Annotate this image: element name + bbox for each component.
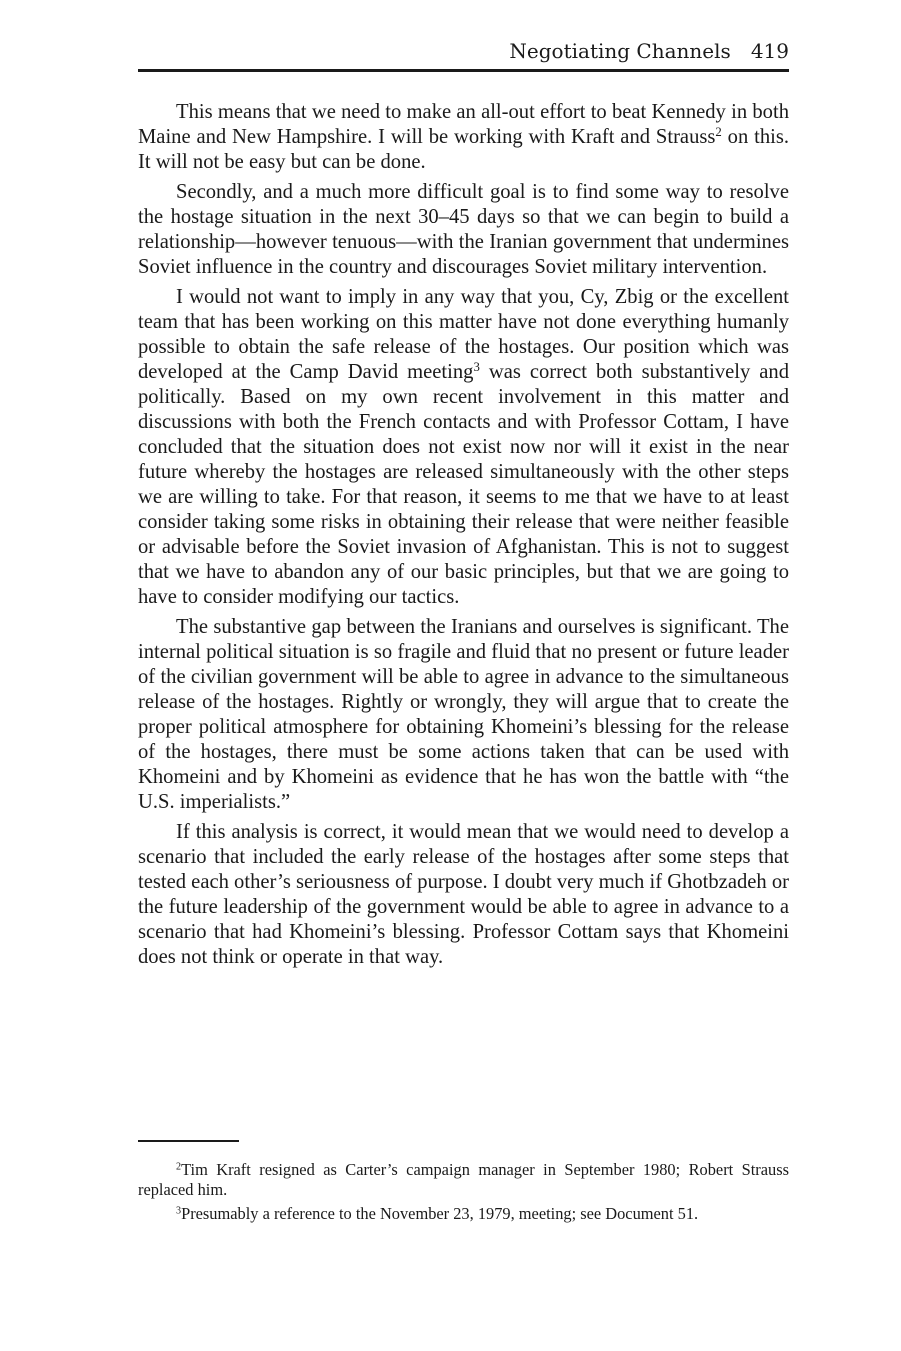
body-text [138, 100, 789, 975]
paragraph-4: The substantive gap between the Iranians and ourselves is significant. The internal political situation is so fragile and fluid that no present or future leader of the civilian government will be able to agree in advance to the simultaneous release of the hostages. Rightly or wrongly, they will argue that to create the proper political atmosphere for obtaining Khomeini’s blessing for the release of the hostages, there must be some actions taken that can be used with Khomeini and by Khomeini as evidence that he has won the battle with “the U.S. imperialists.” [138, 616, 789, 813]
paragraph-3 [138, 285, 789, 610]
paragraph-1-text-cont: on this. It will not be easy but can be done. [138, 126, 790, 173]
footnote-ref-2[interactable]: 2 [715, 124, 722, 139]
header-rule [138, 69, 789, 72]
page-number: 419 [750, 39, 789, 63]
footnote-rule [138, 1140, 239, 1142]
footnote-2-text: Tim Kraft resigned as Carter’s campaign manager in September 1980; Robert Strauss replaced him. [138, 1160, 789, 1199]
paragraph-3-text: I would not want to imply in any way that you, Cy, Zbig or the excellent team that has been working on this matter have not done everything humanly possible to obtain the safe release of the hostages. Our position which was developed at the Camp David meeting [138, 286, 789, 383]
footnote-2 [138, 1160, 789, 1200]
paragraph-2: Secondly, and a much more difficult goal is to find some way to resolve the hostage situation in the next 30–45 days so that we can begin to build a relationship—however tenuous—with the Iranian government that undermines Soviet influence in the country and discourages Soviet military intervention. [138, 181, 789, 278]
paragraph-3-text-cont: was correct both substantively and politically. Based on my own recent involvement in this matter and discussions with both the French contacts and with Professor Cottam, I have concluded that the situation does not exist now nor will it exist in the near future whereby the hostages are released simultaneously with the other steps we are willing to take. For that reason, it seems to me that we have to at least consider taking some risks in obtaining their release that were neither feasible or advisable before the Soviet invasion of Afghanistan. This is not to suggest that we have to abandon any of our basic principles, but that we are going to have to consider modifying our tactics. [138, 361, 789, 608]
footnote-ref-3[interactable]: 3 [473, 359, 480, 374]
footnote-marker-2: 2 [176, 1161, 182, 1173]
paragraph-1 [138, 100, 789, 175]
footnotes [138, 1160, 789, 1228]
paragraph-5: If this analysis is correct, it would mean that we would need to develop a scenario that included the early release of the hostages after some steps that tested each other’s seriousness of purpose. I doubt very much if Ghotbzadeh or the future leadership of the government would be able to agree in advance to a scenario that had Khomeini’s blessing. Professor Cottam says that Khomeini does not think or operate in that way. [138, 821, 790, 968]
running-title: Negotiating Channels [509, 39, 731, 63]
footnote-3-text: Presumably a reference to the November 23, 1979, meeting; see Document 51. [181, 1204, 699, 1223]
paragraph-1-text: This means that we need to make an all-out effort to beat Kennedy in both Maine and New Hampshire. I will be working with Kraft and Strauss [138, 101, 789, 148]
running-head [138, 38, 789, 64]
footnote-marker-3: 3 [176, 1205, 182, 1217]
footnote-3 [138, 1204, 789, 1224]
